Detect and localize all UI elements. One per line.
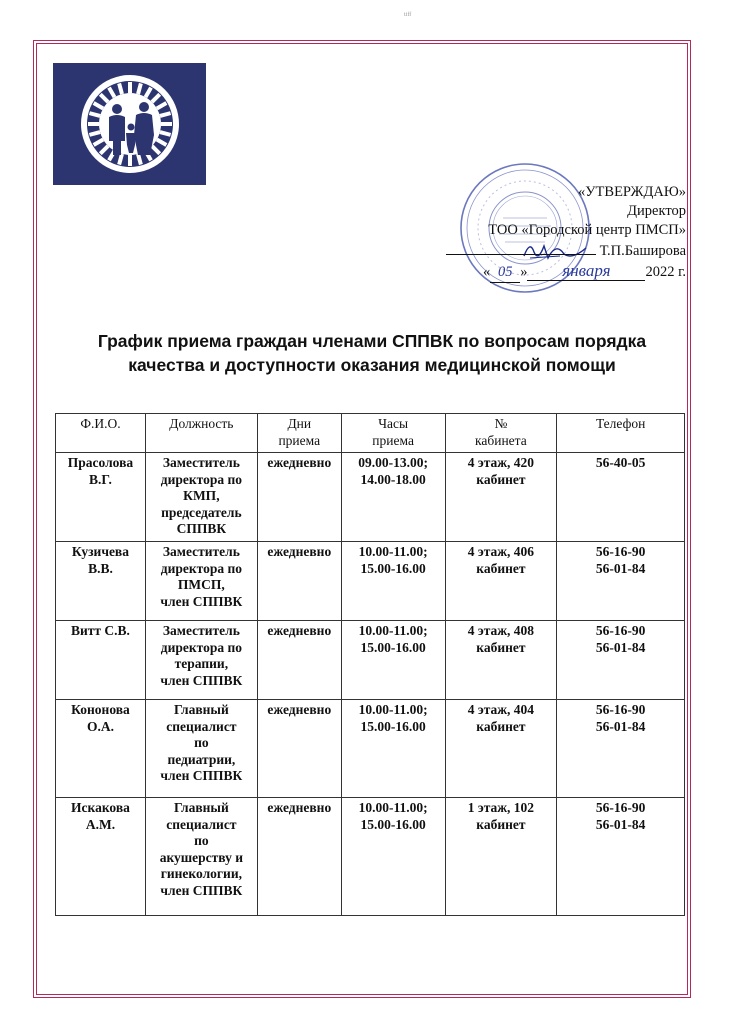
- header-room: № кабинета: [445, 414, 557, 453]
- date-open-quote: «: [482, 264, 491, 280]
- table-row: [56, 542, 685, 621]
- approval-signatory: Т.П.Баширова: [599, 243, 686, 259]
- header-name: Ф.И.О.: [56, 414, 146, 453]
- approval-date: [406, 261, 686, 283]
- cell-room: 4 этаж, 404 кабинет: [445, 700, 557, 798]
- cell-position: Заместитель директора по КМП, председатель СППВК: [145, 453, 257, 542]
- approval-position: Директор: [627, 203, 686, 219]
- document-title: [60, 329, 684, 377]
- cell-name: Кононова О.А.: [56, 700, 146, 798]
- cell-phone: 56-16-90 56-01-84: [557, 621, 685, 700]
- cell-phone: 56-16-90 56-01-84: [557, 700, 685, 798]
- logo-spoke: [128, 155, 132, 166]
- cell-room: 4 этаж, 408 кабинет: [445, 621, 557, 700]
- logo-spoke: [128, 82, 132, 93]
- table-row: [56, 700, 685, 798]
- cell-days: ежедневно: [257, 453, 341, 542]
- cell-phone: 56-40-05: [557, 453, 685, 542]
- date-day: 05: [490, 263, 520, 283]
- cell-days: ежедневно: [257, 542, 341, 621]
- cell-position: Заместитель директора по ПМСП, член СППВК: [145, 542, 257, 621]
- approval-organization: ТОО «Городской центр ПМСП»: [488, 222, 686, 238]
- cell-name: Витт С.В.: [56, 621, 146, 700]
- organization-logo: [53, 63, 206, 185]
- cell-position: Заместитель директора по терапии, член СППВК: [145, 621, 257, 700]
- table-row: [56, 453, 685, 542]
- logo-spoke: [88, 122, 99, 126]
- header-hours: Часы приема: [341, 414, 445, 453]
- header-phone: Телефон: [557, 414, 685, 453]
- family-logo-icon: [53, 63, 206, 185]
- title-line-1: График приема граждан членами СППВК по вопросам порядка: [97, 331, 647, 351]
- cell-room: 1 этаж, 102 кабинет: [445, 798, 557, 916]
- cell-hours: 09.00-13.00; 14.00-18.00: [341, 453, 445, 542]
- table-row: [56, 621, 685, 700]
- approval-heading: «УТВЕРЖДАЮ»: [578, 184, 686, 200]
- date-close-quote: »: [520, 264, 528, 280]
- approval-signatory-line: [406, 240, 686, 261]
- cell-days: ежедневно: [257, 621, 341, 700]
- cell-hours: 10.00-11.00; 15.00-16.00: [341, 798, 445, 916]
- approval-block: [406, 183, 686, 283]
- cell-days: ежедневно: [257, 700, 341, 798]
- header-days: Дни приема: [257, 414, 341, 453]
- cell-name: Кузичева В.В.: [56, 542, 146, 621]
- table-row: [56, 798, 685, 916]
- header-position: Должность: [145, 414, 257, 453]
- reception-schedule-table: [55, 413, 685, 916]
- cell-position: Главный специалист по акушерству и гинекологии, член СППВК: [145, 798, 257, 916]
- cell-hours: 10.00-11.00; 15.00-16.00: [341, 621, 445, 700]
- table-header-row: [56, 414, 685, 453]
- cell-name: Прасолова В.Г.: [56, 453, 146, 542]
- cell-days: ежедневно: [257, 798, 341, 916]
- title-line-2: качества и доступности оказания медицинской помощи: [128, 355, 616, 375]
- date-year: 2022 г.: [645, 264, 686, 280]
- cell-hours: 10.00-11.00; 15.00-16.00: [341, 700, 445, 798]
- cell-phone: 56-16-90 56-01-84: [557, 798, 685, 916]
- cell-position: Главный специалист по педиатрии, член СППВК: [145, 700, 257, 798]
- date-month: января: [527, 261, 645, 281]
- logo-spoke: [161, 122, 172, 126]
- cell-phone: 56-16-90 56-01-84: [557, 542, 685, 621]
- cell-room: 4 этаж, 420 кабинет: [445, 453, 557, 542]
- cell-hours: 10.00-11.00; 15.00-16.00: [341, 542, 445, 621]
- cell-room: 4 этаж, 406 кабинет: [445, 542, 557, 621]
- signature-line: [446, 240, 596, 255]
- cell-name: Искакова А.М.: [56, 798, 146, 916]
- scan-mark: tiff: [404, 12, 412, 18]
